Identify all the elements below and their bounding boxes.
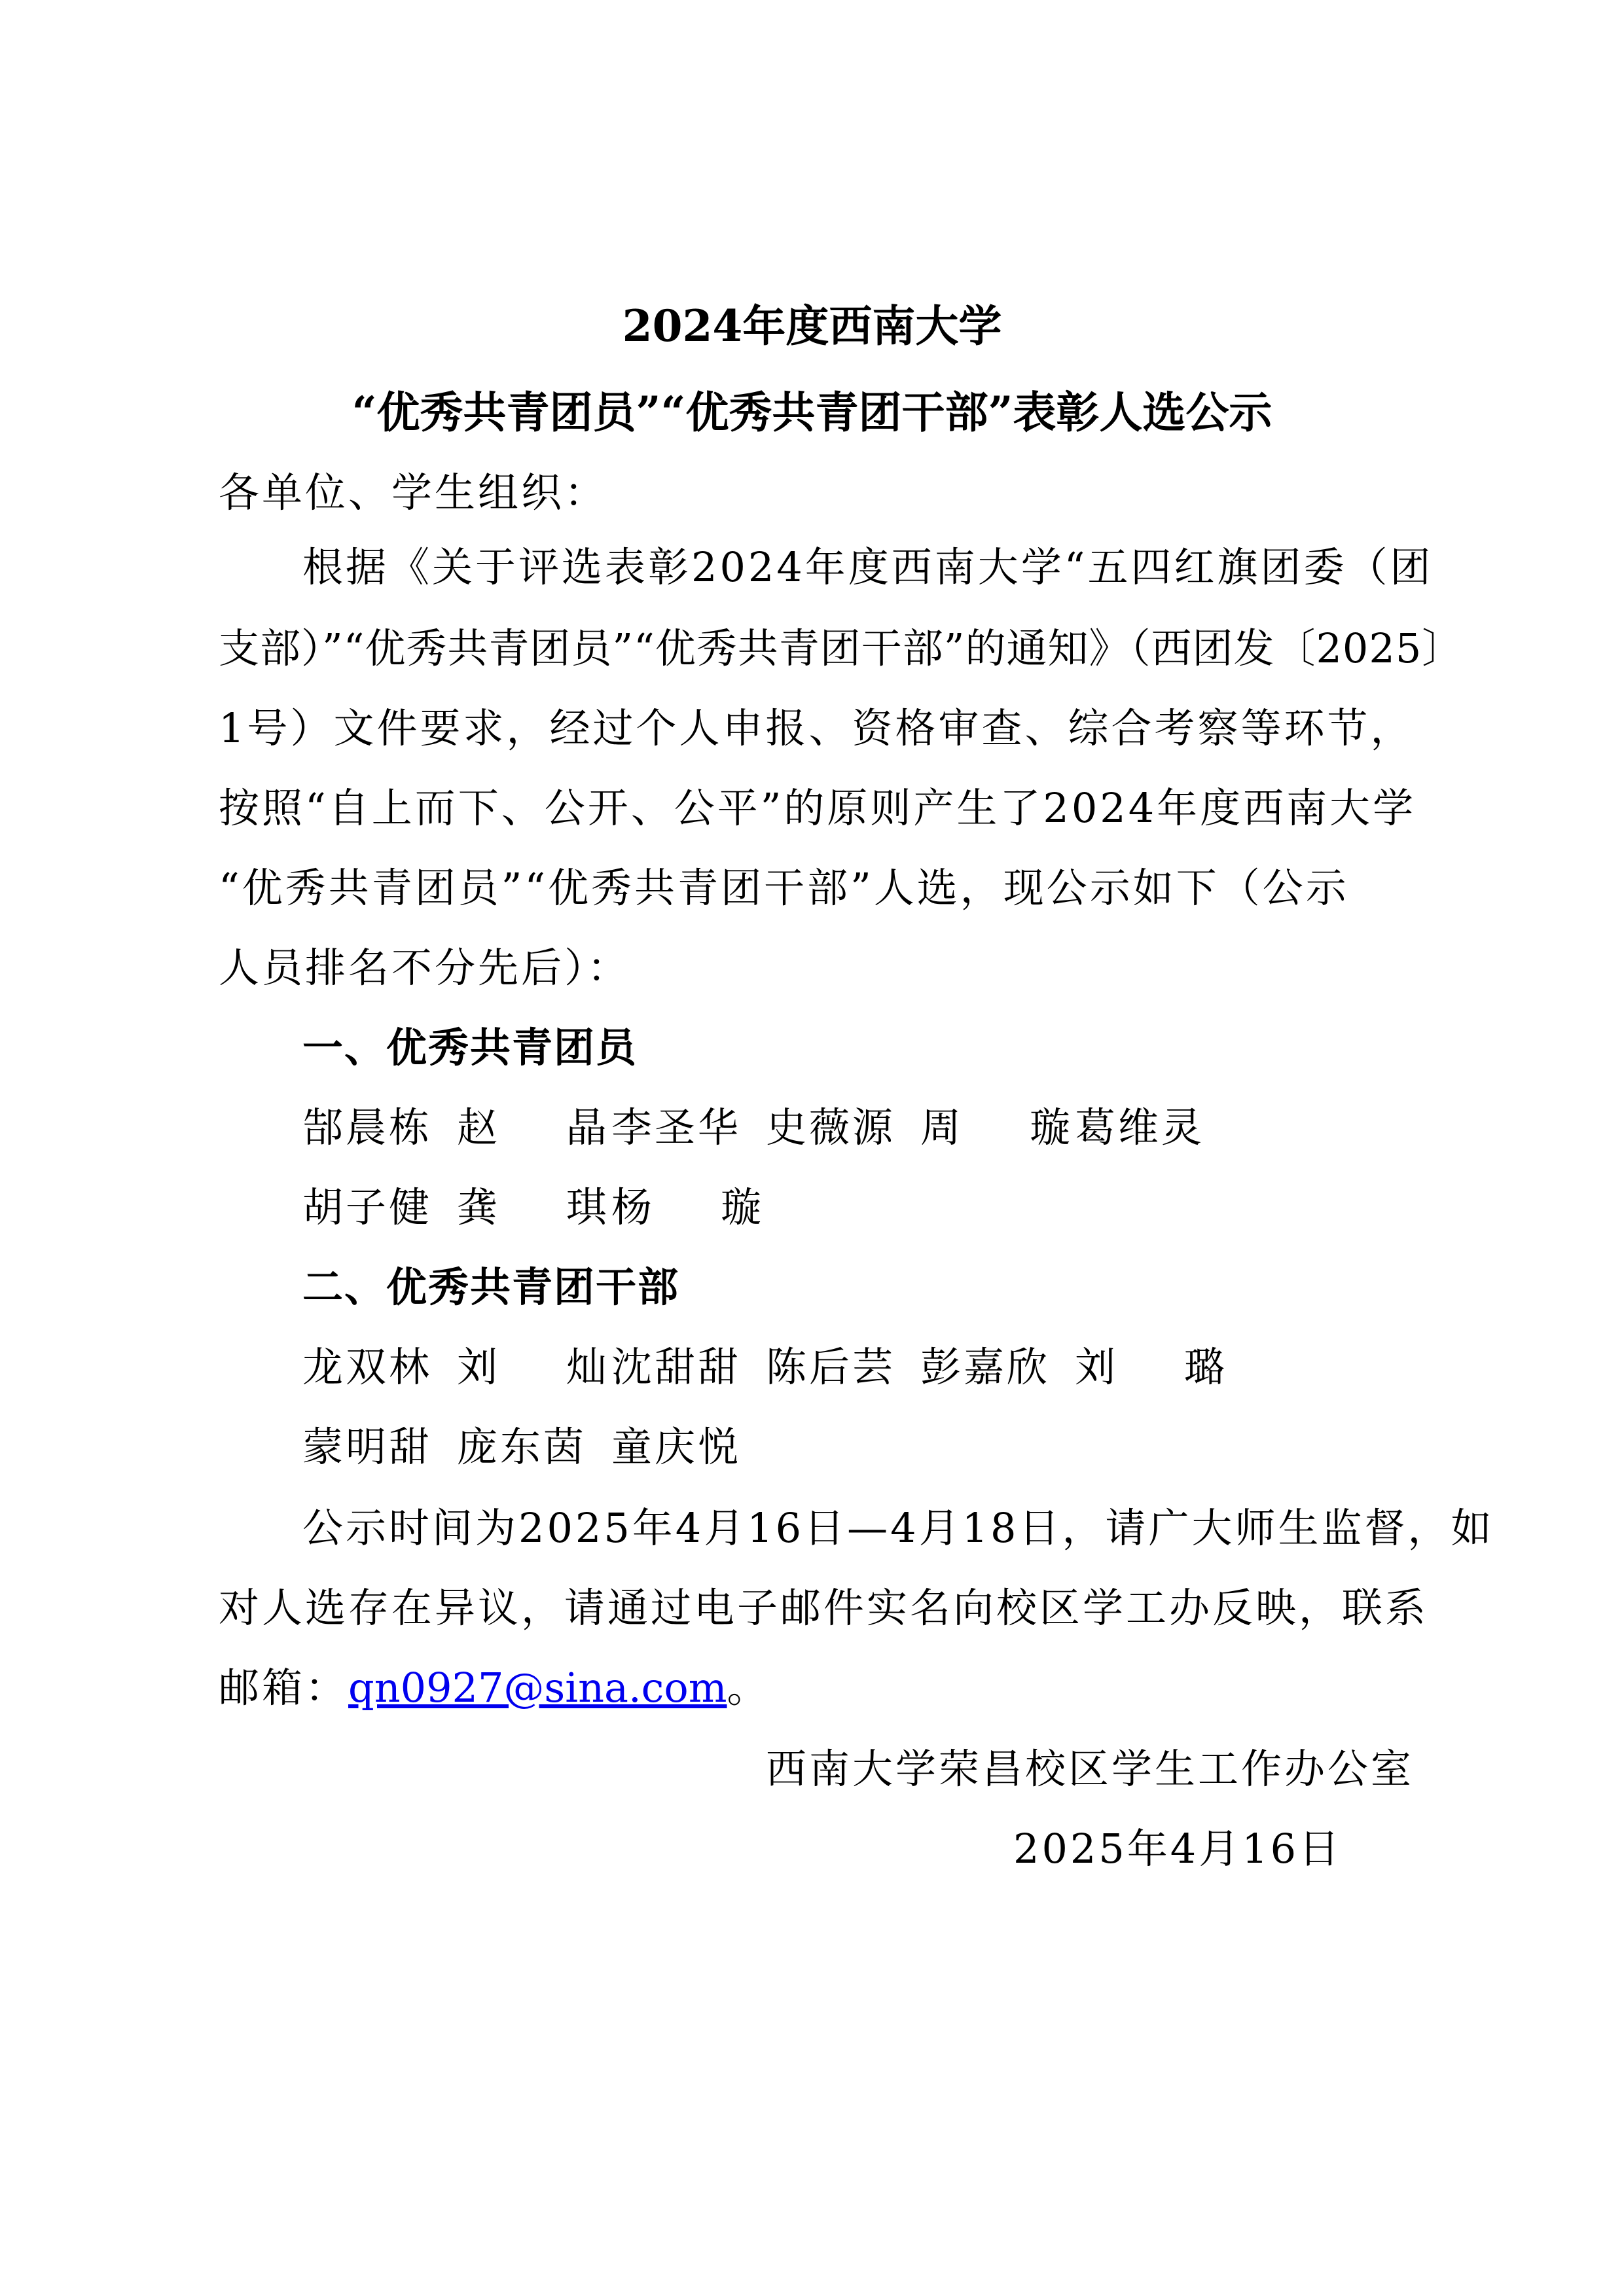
- salutation: 各单位、学生组织：: [219, 469, 608, 516]
- intro-line-4: 按照“自上而下、公开、公平”的原则产生了2024年度西南大学: [219, 784, 1416, 832]
- name-item: 彭嘉欣: [920, 1343, 1051, 1391]
- name-item: 童庆悦: [611, 1423, 742, 1471]
- section-heading-outstanding-members: 一、优秀共青团员: [302, 1024, 638, 1071]
- name-item: 赵 晶: [457, 1103, 610, 1151]
- signature-organization: 西南大学荣昌校区学生工作办公室: [766, 1745, 1415, 1793]
- signature-date: 2025年4月16日: [1013, 1825, 1343, 1873]
- email-link[interactable]: qn0927@sina.com: [348, 1664, 727, 1712]
- name-item: 郜晨栋: [302, 1103, 433, 1151]
- section2-names-row1: [302, 1338, 1229, 1397]
- section1-names-row2: [302, 1178, 766, 1237]
- notice-line-2: 对人选存在异议，请通过电子邮件实名向校区学工办反映，联系: [219, 1584, 1429, 1632]
- name-item: 刘 灿: [457, 1343, 610, 1391]
- document-title-line1: 2024年度西南大学: [622, 300, 1002, 351]
- section-heading-outstanding-cadres: 二、优秀共青团干部: [302, 1263, 680, 1311]
- name-item: 沈甜甜: [611, 1343, 742, 1391]
- document-title-line2: “优秀共青团员”“优秀共青团干部”表彰人选公示: [352, 387, 1272, 438]
- section1-names-row1: [302, 1098, 1229, 1157]
- name-item: 龙双林: [302, 1343, 433, 1391]
- name-item: 陈后芸: [766, 1343, 896, 1391]
- name-item: 周 璇: [920, 1103, 1074, 1151]
- intro-line-3: 1号）文件要求，经过个人申报、资格审查、综合考察等环节，: [219, 704, 1414, 752]
- name-item: 杨 璇: [611, 1183, 765, 1231]
- intro-line-1: 根据《关于评选表彰2024年度西南大学“五四红旗团委（团: [302, 543, 1434, 591]
- email-suffix: 。: [727, 1664, 770, 1712]
- name-item: 刘 璐: [1075, 1343, 1228, 1391]
- email-label: 邮箱：: [219, 1664, 349, 1712]
- intro-line-2: 支部）”“优秀共青团员”“优秀共青团干部”的通知》（西团发〔2025〕: [219, 624, 1464, 672]
- name-item: 史薇源: [766, 1103, 896, 1151]
- intro-line-5: “优秀共青团员”“优秀共青团干部”人选，现公示如下（公示: [219, 864, 1349, 912]
- intro-line-6: 人员排名不分先后）：: [219, 944, 631, 992]
- name-item: 庞东茵: [457, 1423, 587, 1471]
- name-item: 蒙明甜: [302, 1423, 433, 1471]
- notice-line-3: [219, 1659, 770, 1717]
- notice-line-1: 公示时间为2025年4月16日—4月18日，请广大师生监督，如: [302, 1504, 1494, 1552]
- name-item: 李圣华: [611, 1103, 742, 1151]
- name-item: 胡子健: [302, 1183, 433, 1231]
- name-item: 葛维灵: [1075, 1103, 1205, 1151]
- section2-names-row2: [302, 1418, 766, 1477]
- name-item: 龚 琪: [457, 1183, 610, 1231]
